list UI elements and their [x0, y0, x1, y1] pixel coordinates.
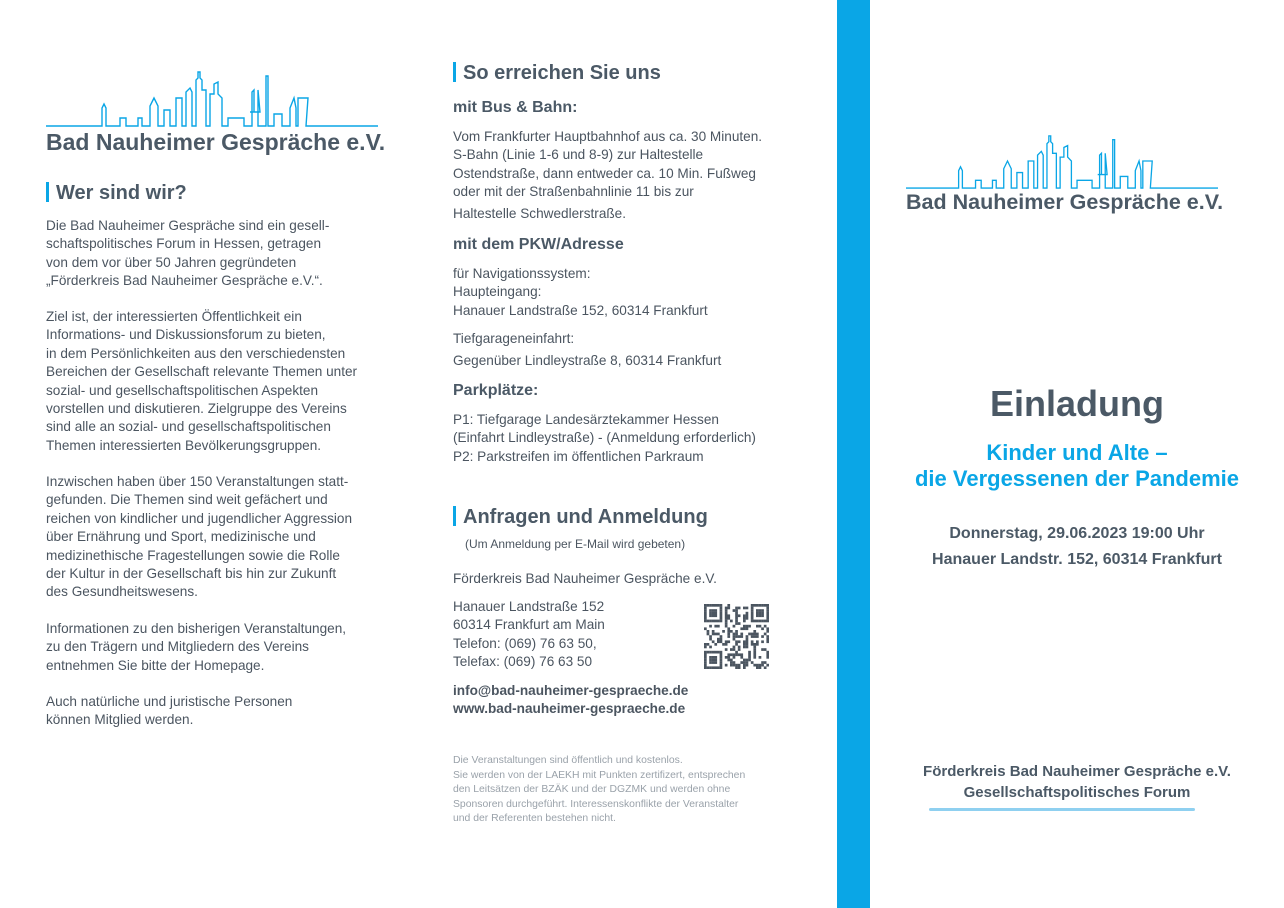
car-text: für Navigationssystem: Haupteingang: Hanauer Landstraße 152, 60314 Frankfurt	[453, 266, 708, 318]
cover-logo	[906, 132, 1224, 222]
event-venue: Hanauer Landstr. 152, 60314 Frankfurt	[932, 551, 1222, 568]
logo	[46, 68, 386, 158]
contact-org: Förderkreis Bad Nauheimer Gespräche e.V.	[453, 571, 717, 586]
garage-text: Gegenüber Lindleystraße 8, 60314 Frankfurt	[453, 353, 722, 368]
skyline-icon	[46, 68, 378, 128]
cover-title: Einladung	[990, 383, 1164, 424]
heading-accent	[453, 62, 456, 82]
bus-heading: mit Bus & Bahn:	[453, 99, 578, 116]
skyline-icon	[906, 132, 1218, 190]
bus-text: Vom Frankfurter Hauptbahnhof aus ca. 30 Minuten. S-Bahn (Linie 1-6 und 8-9) zur Haltestelle Ostendstraße, dann entweder ca. 10 Min. Fußweg oder mit der Straßenbahnlinie 11 bis zur	[453, 129, 763, 200]
cover-topic	[870, 440, 1284, 492]
footer-underline	[929, 808, 1195, 811]
car-heading: mit dem PKW/Adresse	[453, 236, 624, 253]
cover-logo-text: Bad Nauheimer Gespräche e.V.	[906, 190, 1224, 214]
heading-accent	[453, 506, 456, 526]
about-paragraph-3: Inzwischen haben über 150 Veranstaltungen statt- gefunden. Die Themen sind weit gefächert und reichen von kindlicher und jugendlicher Aggression über Ernährung und Sport, medizinische und medizinethische Fragestellungen sowie die Rolle der Kultur in der Gesellschaft bis hin zur Zukunft des Gesundheitswesens.	[46, 474, 353, 600]
registration-note: (Um Anmeldung per E-Mail wird gebeten)	[465, 537, 686, 551]
heading-accent	[46, 182, 49, 202]
topic-line-1: Kinder und Alte –	[986, 440, 1168, 465]
directions-heading-text: So erreichen Sie uns	[463, 62, 661, 84]
about-heading-text: Wer sind wir?	[56, 182, 187, 204]
parking-text: P1: Tiefgarage Landesärztekammer Hessen (Einfahrt Lindleystraße) - (Anmeldung erforderlich) P2: Parkstreifen im öffentlichen Parkraum	[453, 412, 756, 464]
about-paragraph-2: Ziel ist, der interessierten Öffentlichkeit ein Informations- und Diskussionsforum zu bieten, in dem Persönlichkeiten aus den verschiedensten Bereichen der Gesellschaft relevante Themen unter sozial- und gesellschaftspolitischen Aspekten vorstellen und diskutieren. Zielgruppe des Vereins sind alle an sozial- und gesellschaftspolitischen Themen interessierten Bevölkerungsgruppen.	[46, 309, 358, 453]
logo-text: Bad Nauheimer Gespräche e.V.	[46, 129, 386, 155]
email-link[interactable]: info@bad-nauheimer-gespraeche.de	[453, 683, 689, 698]
footer-tagline: Gesellschaftspolitisches Forum	[963, 784, 1191, 801]
about-paragraph-1: Die Bad Nauheimer Gespräche sind ein gesell- schaftspolitisches Forum in Hessen, getragen von dem vor über 50 Jahren gegründeten „Förderkreis Bad Nauheimer Gespräche e.V.“.	[46, 218, 330, 289]
about-paragraph-4: Informationen zu den bisherigen Veranstaltungen, zu den Trägern und Mitgliedern des Vereins entnehmen Sie bitte der Homepage.	[46, 621, 347, 673]
qr-code-icon[interactable]	[704, 604, 769, 669]
event-date-time: Donnerstag, 29.06.2023 19:00 Uhr	[949, 525, 1205, 542]
registration-heading-text: Anfragen und Anmeldung	[463, 506, 708, 528]
garage-label: Tiefgarageneinfahrt:	[453, 331, 575, 346]
registration-heading	[453, 506, 708, 529]
about-paragraph-5: Auch natürliche und juristische Personen können Mitglied werden.	[46, 694, 293, 728]
topic-line-2: die Vergessenen der Pandemie	[914, 466, 1240, 491]
left-panel	[0, 0, 420, 908]
directions-heading	[453, 62, 661, 85]
cover-panel	[870, 0, 1284, 908]
website-link[interactable]: www.bad-nauheimer-gespraeche.de	[453, 701, 686, 716]
parking-heading: Parkplätze:	[453, 382, 539, 399]
middle-panel	[420, 0, 835, 908]
contact-address: Hanauer Landstraße 152 60314 Frankfurt am Main Telefon: (069) 76 63 50, Telefax: (069) 76 63 50	[453, 599, 605, 670]
disclaimer: Die Veranstaltungen sind öffentlich und kostenlos. Sie werden von der LAEKH mit Punkten zertifizert, entsprechen den Leitsätzen der BZÄK und der DGZMK und werden ohne Sponsoren durchgeführt. Interessenskonflikte der Veranstalter und der Referenten bestehen nicht.	[453, 755, 746, 825]
footer-org: Förderkreis Bad Nauheimer Gespräche e.V.	[923, 763, 1231, 780]
accent-stripe	[837, 0, 870, 908]
bus-text-last: Haltestelle Schwedlerstraße.	[453, 206, 627, 221]
about-heading	[46, 182, 187, 205]
